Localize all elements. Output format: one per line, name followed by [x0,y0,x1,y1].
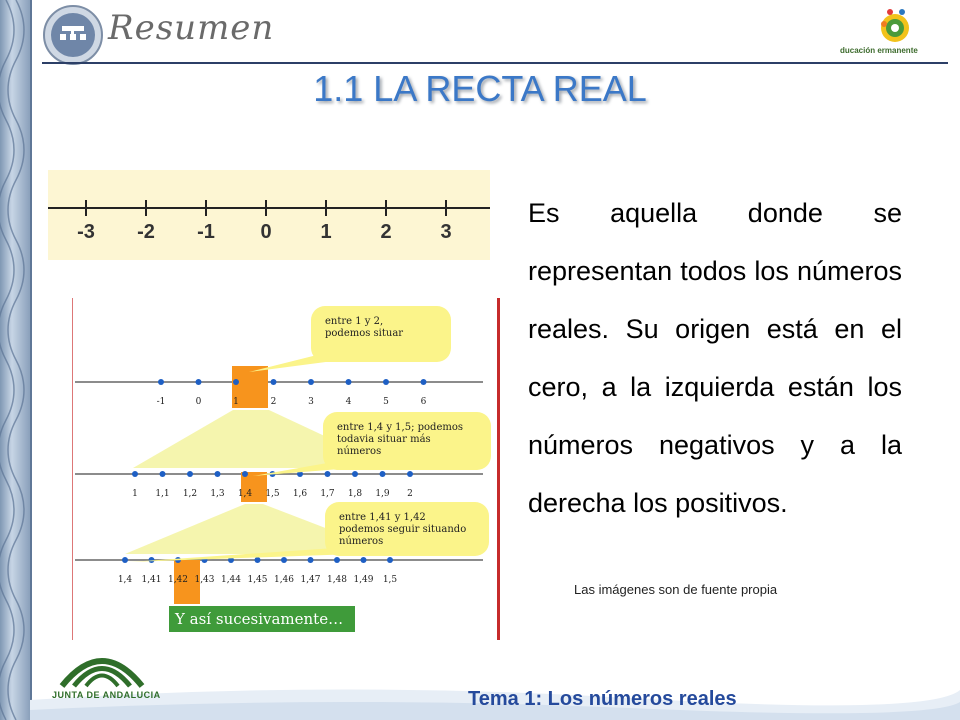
diagram-point [383,379,389,385]
diagram-point [122,557,128,563]
number-line-tick-label: 0 [260,221,272,243]
diagram-point [233,379,239,385]
diagram-point [308,379,314,385]
diagram-point-label: 1,1 [155,489,170,499]
diagram-point [160,471,166,477]
diagram-point-label: 2 [270,397,277,407]
footer-banner-text: Y así sucesivamente… [175,610,344,628]
diagram-point-label: 1,8 [347,489,363,499]
diagram-point-label: 1,4 [117,575,133,585]
diagram-point-label: 1,6 [292,489,308,499]
diagram-point-label: -1 [156,397,166,407]
callout-text: podemos situar [325,328,404,339]
callout-text: podemos seguir situando [339,524,467,535]
diagram-point-label: 1,47 [300,575,321,585]
body-paragraph: Es aquella donde se representan todos los números reales. Su origen está en el cero, a la izquierda están los números negativos y a la derecha los positivos. [528,198,902,518]
diagram-point-label: 6 [420,397,427,407]
diagram-point [215,471,221,477]
number-line-tick-label: -3 [77,221,95,243]
diagram-point [421,379,427,385]
diagram-point-label: 1,49 [353,575,374,585]
callout-text: entre 1,4 y 1,5; podemos [337,422,463,433]
diagram-point [255,557,261,563]
number-line-figure [48,170,490,260]
diagram-point-label: 1,48 [326,575,348,585]
diagram-point-label: 1,46 [273,575,295,585]
educacion-permanente-text: ducación ermanente [840,46,918,55]
number-line-tick-label: 3 [440,221,452,243]
resumen-logo-icon [42,4,104,66]
number-line-tick-label: -2 [137,221,155,243]
diagram-point-label: 3 [308,397,314,407]
diagram-point [158,379,164,385]
diagram-point-label: 0 [195,397,202,407]
educacion-permanente-logo-icon [840,4,950,64]
diagram-point [308,557,314,563]
callout-text: números [339,536,384,547]
zoom-diagram [72,298,500,640]
diagram-point [242,471,248,477]
section-label: Resumen [108,8,275,48]
diagram-point [380,471,386,477]
diagram-point-label: 1,5 [265,489,280,499]
diagram-point-label: 5 [383,397,389,407]
callout-text: entre 1,41 y 1,42 [339,512,426,523]
diagram-point [325,471,331,477]
number-line-tick-label: 2 [380,221,392,243]
diagram-point [132,471,138,477]
callout-text: entre 1 y 2, [325,316,384,327]
diagram-point-label: 1 [233,397,239,407]
diagram-point-label: 2 [407,489,413,499]
diagram-point [281,557,287,563]
diagram-point-label: 4 [345,397,352,407]
callout-text: números [337,446,382,457]
header-divider [42,62,948,64]
number-line-tick-label: 1 [320,221,332,243]
callout-text: todavia situar más [337,434,431,445]
diagram-point-label: 1,43 [194,575,215,585]
junta-de-andalucia-label: JUNTA DE ANDALUCIA [52,690,161,700]
diagram-point-label: 1,42 [167,575,189,585]
number-line-tick-label: -1 [197,221,215,243]
diagram-point [361,557,367,563]
footer-topic: Tema 1: Los números reales [468,688,737,710]
diagram-point [334,557,340,563]
diagram-point [352,471,358,477]
diagram-point-label: 1,3 [210,489,225,499]
diagram-point [149,557,155,563]
diagram-point-label: 1,41 [141,575,162,585]
diagram-point-label: 1,4 [237,489,253,499]
page-title: 1.1 LA RECTA REAL [313,68,647,109]
diagram-point [407,471,413,477]
diagram-point-label: 1,44 [220,575,242,585]
diagram-point-label: 1,9 [375,489,390,499]
diagram-point-label: 1,5 [382,575,398,585]
image-caption: Las imágenes son de fuente propia [574,582,778,597]
diagram-point-label: 1,2 [182,489,198,499]
diagram-point [271,379,277,385]
diagram-point [196,379,202,385]
diagram-point [187,471,193,477]
diagram-point [346,379,352,385]
diagram-point-label: 1,7 [320,489,335,499]
diagram-point [387,557,393,563]
diagram-point-label: 1,45 [247,575,268,585]
diagram-point-label: 1 [132,489,138,499]
